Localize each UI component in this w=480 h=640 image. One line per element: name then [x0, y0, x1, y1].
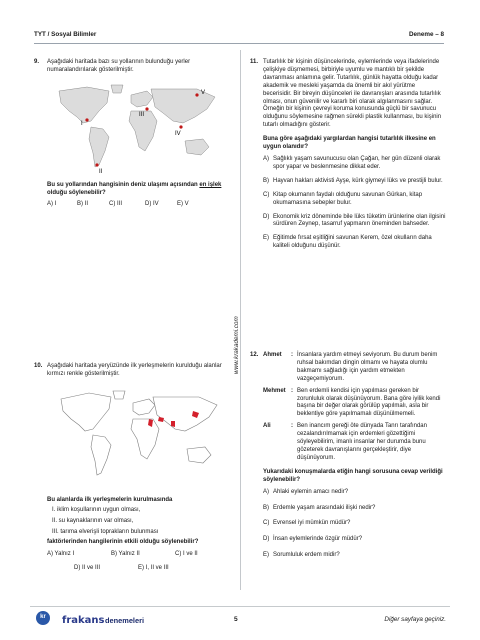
dialogue-ahmet: Ahmet : İnsanlara yardım etmeyi seviyorum. Bu durum benim ruhsal bakımdan dingin olmamı ve hayata olumlu bakmamı sağladığı için yardım etmekten vazgeçemiyorum. — [263, 352, 438, 382]
exam-title: TYT / Sosyal Bilimler — [34, 31, 97, 38]
option-b[interactable]: B) Hayvan hakları aktivisti Ayşe, kürk giymeyi lüks ve prestijli bulur. — [263, 177, 443, 184]
brand-subtitle: denemeleri — [105, 616, 145, 625]
premise-i: I. iklim koşullarının uygun olması, — [52, 506, 141, 513]
question-prompt: faktörlerinden hangilerinin etkili olduğu söylenebilir? — [47, 539, 199, 546]
brand-name: frakans — [62, 615, 105, 626]
premise-iii: III. tarıma elverişli toprakların bulunması — [52, 528, 159, 535]
map-label-I: I — [81, 120, 83, 127]
dialogue-ali: Ali : Ben inancım gereği öte dünyada Tanrı tarafından cezalandırılmamak için erdemleri gözettiğimi söyleyebilirim, imanlı insanlar her durumda bunu gözeterek davranışlarını gerçekleştirir, diye düşünüyorum. — [263, 423, 427, 461]
marker-V — [195, 93, 198, 96]
choice-a[interactable]: A) I — [47, 200, 57, 207]
publisher-logo: kr — [36, 611, 50, 625]
page-footer — [30, 606, 450, 630]
map-label-II: II — [99, 168, 103, 175]
option-d[interactable]: D) İnsan eylemlerinde özgür müdür? — [263, 536, 363, 543]
next-page-hint: Diğer sayfaya geçiniz. — [384, 616, 446, 623]
marker-II — [95, 163, 98, 166]
marker-IV — [179, 125, 182, 128]
option-b[interactable]: B) Erdemle yaşam arasındaki ilişki nedir? — [263, 504, 376, 511]
option-c[interactable]: C) Kitap okumanın faydalı olduğunu savunan Gürkan, kitap okumamasına sebepler bulur. — [263, 191, 423, 206]
marker-III — [145, 107, 148, 110]
settlement-indus — [171, 421, 175, 427]
choice-c[interactable]: C) I ve II — [175, 551, 198, 558]
answer-choices — [47, 201, 230, 209]
question-number: 12. — [250, 352, 259, 358]
choice-c[interactable]: C) III — [109, 200, 122, 207]
map-label-V: V — [201, 89, 206, 96]
question-prompt: Yukarıdaki konuşmalarda etiğin hangi sorusuna cevap verildiği söylenebilir? — [263, 468, 443, 483]
choice-d[interactable]: D) IV — [145, 200, 159, 207]
choice-a[interactable]: A) Yalnız I — [47, 551, 75, 558]
question-prompt: Bu su yollarından hangisinin deniz ulaşımı açısından en işlek olduğu söylenebilir? — [47, 181, 222, 196]
option-e[interactable]: E) Sorumluluk erdem midir? — [263, 552, 340, 559]
question-9 — [34, 59, 230, 209]
choice-e[interactable]: E) V — [177, 200, 189, 207]
choice-b[interactable]: B) Yalnız II — [111, 551, 140, 558]
page-number: 5 — [234, 616, 238, 623]
question-10 — [34, 363, 230, 573]
question-number: 10. — [34, 363, 43, 369]
exam-number: Deneme – 8 — [408, 31, 444, 38]
option-a[interactable]: A) Ahlaki eylemin amacı nedir? — [263, 488, 349, 495]
question-stem: Aşağıdaki haritada bazı su yollarının bulunduğu yerler numaralandırılarak gösterilmiştir. — [47, 59, 191, 73]
page-header — [34, 31, 444, 41]
question-stem: Aşağıdaki haritada yeryüzünde ilk yerleşmelerin kurulduğu alanlar kırmızı renkle gösterilmiştir. — [47, 363, 222, 377]
choice-e[interactable]: E) I, II ve III — [138, 565, 169, 572]
question-stem: Tutarlılık bir kişinin düşüncelerinde, eylemlerinde veya ifadelerinde çelişkiye düşmemesi, birbiriyle uyumlu ve mantıklı bir şekilde davranması anlamına gelir. Tutarlılık, günlük hayatta olduğu kadar akademik ve mesleki yaşamda da önemli bir akıl yürütme becerisidir. Bir bireyin düşünceleri ile davranışları arasında tutarlılık olması, onun güvenilir ve kararlı biri olarak algılanmasını sağlar. Örneğin bir kişinin çevreyi koruma konusunda güçlü bir savunucu olduğunu söylemesine rağmen sürekli plastik kullanması, bu kişinin tutarlı olmadığını gösterir. — [263, 59, 442, 129]
watermark: www.krakademi.com — [233, 316, 240, 374]
choice-b[interactable]: B) II — [77, 200, 89, 207]
world-map-waterways — [47, 81, 230, 177]
map-label-IV: IV — [175, 130, 181, 137]
dialogue-mehmet: Mehmet : Ben erdemli kendisi için yapılması gereken bir zorunluluk olarak düşünüyorum. Bana göre iyilik kendi başına bir değer olarak görülüp yapılmalı, asla bir beklentiye göre yapılmamalı düşünülmemeli. — [263, 387, 441, 418]
question-number: 11. — [250, 59, 259, 65]
answer-choices-row2 — [74, 565, 230, 573]
world-map-settlements — [47, 387, 230, 481]
question-prompt: Buna göre aşağıdaki yargılardan hangisi tutarlılık ilkesine en uygun olanıdır? — [263, 136, 436, 151]
answer-choices-row1 — [47, 551, 230, 559]
marker-I — [85, 118, 88, 121]
option-d[interactable]: D) Ekonomik kriz döneminde bile lüks tüketim ürünlerine olan ilgisini sürdüren Zeynep, tasarruf yapmanın öneminden bahseder. — [263, 213, 446, 228]
option-e[interactable]: E) Eğitimde fırsat eşitliğini savunan Kerem, özel okulların daha kaliteli olduğunu düşünür. — [263, 235, 432, 250]
choice-d[interactable]: D) II ve III — [74, 565, 101, 572]
premise-ii: II. su kaynaklarının var olması, — [52, 517, 134, 524]
option-a[interactable]: A) Sağlıklı yaşam savunucusu olan Çağan, her gün düzenli olarak spor yapar ve beslenmesine dikkat eder. — [263, 155, 441, 170]
option-c[interactable]: C) Evrensel iyi mümkün müdür? — [263, 520, 351, 527]
header-divider — [34, 43, 444, 44]
map-label-III: III — [139, 111, 145, 118]
question-number: 9. — [34, 59, 40, 65]
question-lead: Bu alanlarda ilk yerleşmelerin kurulmasında — [47, 496, 173, 503]
premise-list — [52, 507, 230, 537]
question-11 — [250, 59, 446, 251]
question-12 — [250, 352, 446, 560]
